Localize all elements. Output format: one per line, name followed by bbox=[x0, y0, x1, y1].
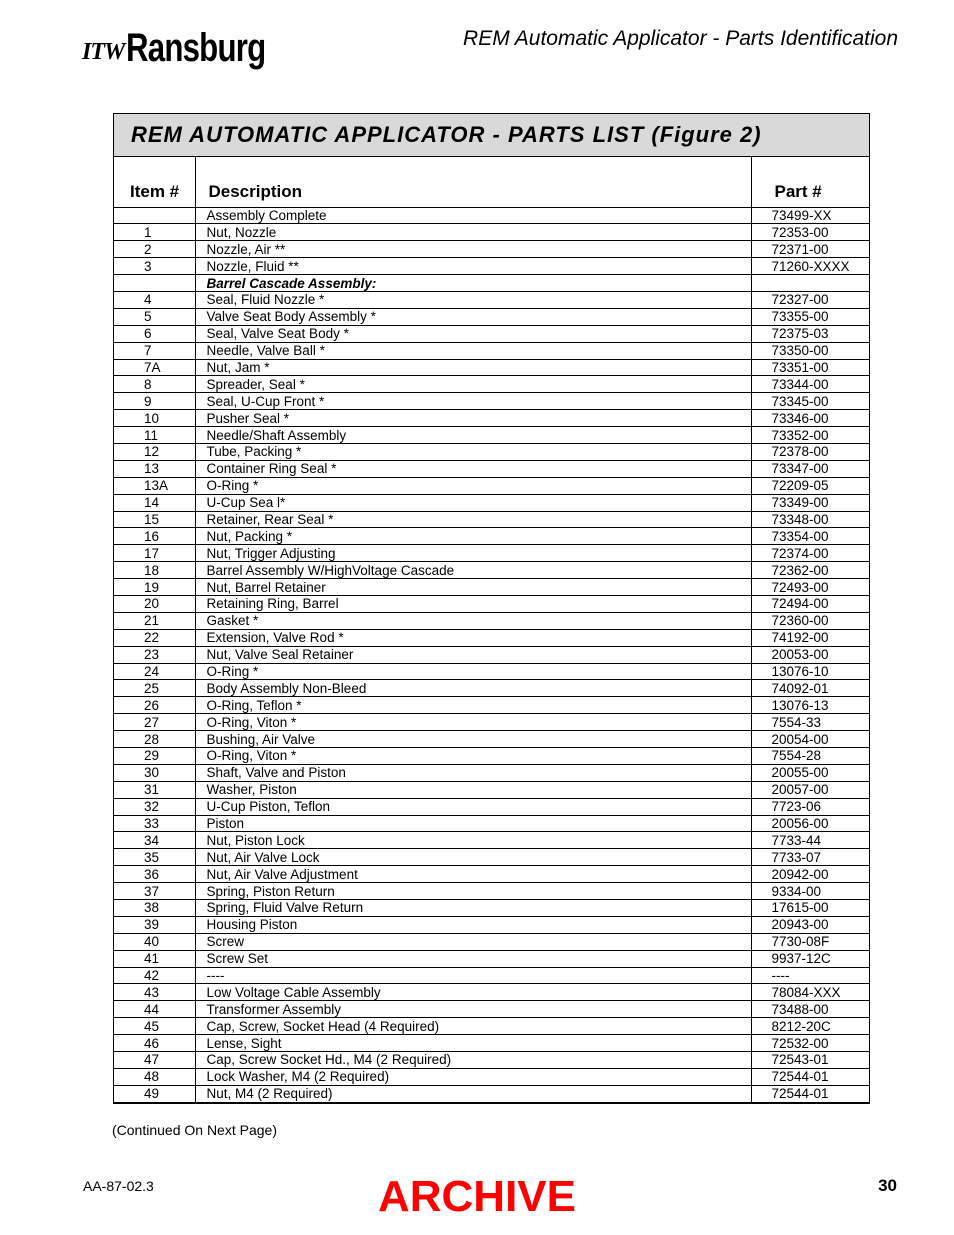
part-number-cell: 73355-00 bbox=[751, 308, 869, 325]
part-number-cell: 73344-00 bbox=[751, 376, 869, 393]
item-cell bbox=[114, 207, 195, 224]
item-cell: 28 bbox=[114, 731, 195, 748]
item-cell: 3 bbox=[114, 258, 195, 275]
description-cell: Nut, Air Valve Adjustment bbox=[195, 866, 751, 883]
table-row bbox=[114, 308, 869, 325]
part-number-cell: 20943-00 bbox=[751, 916, 869, 933]
table-row bbox=[114, 815, 869, 832]
description-cell: O-Ring, Viton * bbox=[195, 714, 751, 731]
item-cell: 33 bbox=[114, 815, 195, 832]
table-row bbox=[114, 477, 869, 494]
table-row bbox=[114, 798, 869, 815]
description-cell: Nozzle, Air ** bbox=[195, 241, 751, 258]
item-cell: 21 bbox=[114, 612, 195, 629]
part-number-cell: 74092-01 bbox=[751, 680, 869, 697]
description-cell: O-Ring, Teflon * bbox=[195, 697, 751, 714]
item-cell: 44 bbox=[114, 1001, 195, 1018]
table-row bbox=[114, 663, 869, 680]
table-row bbox=[114, 376, 869, 393]
part-number-cell: 72494-00 bbox=[751, 595, 869, 612]
description-cell: Nut, Barrel Retainer bbox=[195, 579, 751, 596]
part-number-cell: 72353-00 bbox=[751, 224, 869, 241]
table-row bbox=[114, 849, 869, 866]
item-cell: 19 bbox=[114, 579, 195, 596]
table-row bbox=[114, 764, 869, 781]
part-number-cell: 13076-10 bbox=[751, 663, 869, 680]
item-cell: 43 bbox=[114, 984, 195, 1001]
item-cell: 8 bbox=[114, 376, 195, 393]
part-number-cell: 7723-06 bbox=[751, 798, 869, 815]
item-cell: 30 bbox=[114, 764, 195, 781]
item-cell: 35 bbox=[114, 849, 195, 866]
description-cell: ---- bbox=[195, 967, 751, 984]
description-cell: Extension, Valve Rod * bbox=[195, 629, 751, 646]
item-cell: 7A bbox=[114, 359, 195, 376]
part-number-cell: 72360-00 bbox=[751, 612, 869, 629]
table-row bbox=[114, 612, 869, 629]
description-cell: Seal, Fluid Nozzle * bbox=[195, 291, 751, 308]
table-row bbox=[114, 393, 869, 410]
item-cell: 9 bbox=[114, 393, 195, 410]
item-cell: 20 bbox=[114, 595, 195, 612]
table-row bbox=[114, 883, 869, 900]
part-number-cell: ---- bbox=[751, 967, 869, 984]
description-cell: Needle, Valve Ball * bbox=[195, 342, 751, 359]
part-number-cell: 73345-00 bbox=[751, 393, 869, 410]
table-row bbox=[114, 359, 869, 376]
description-cell: Container Ring Seal * bbox=[195, 460, 751, 477]
part-number-cell: 20055-00 bbox=[751, 764, 869, 781]
item-cell: 23 bbox=[114, 646, 195, 663]
part-number-cell: 71260-XXXX bbox=[751, 258, 869, 275]
part-number-cell: 73346-00 bbox=[751, 410, 869, 427]
part-number-cell: 20053-00 bbox=[751, 646, 869, 663]
part-number-cell: 9937-12C bbox=[751, 950, 869, 967]
item-cell: 46 bbox=[114, 1035, 195, 1052]
description-cell: Nut, Trigger Adjusting bbox=[195, 545, 751, 562]
part-number-cell: 73347-00 bbox=[751, 460, 869, 477]
description-cell: Seal, U-Cup Front * bbox=[195, 393, 751, 410]
item-cell: 4 bbox=[114, 291, 195, 308]
description-cell: U-Cup Sea l* bbox=[195, 494, 751, 511]
description-cell: Piston bbox=[195, 815, 751, 832]
description-cell: Cap, Screw Socket Hd., M4 (2 Required) bbox=[195, 1052, 751, 1069]
part-number-cell: 73349-00 bbox=[751, 494, 869, 511]
table-row bbox=[114, 1018, 869, 1035]
table-row bbox=[114, 291, 869, 308]
description-cell: Retaining Ring, Barrel bbox=[195, 595, 751, 612]
description-cell: Housing Piston bbox=[195, 916, 751, 933]
table-row bbox=[114, 460, 869, 477]
description-cell: Assembly Complete bbox=[195, 207, 751, 224]
table-row bbox=[114, 900, 869, 917]
part-number-cell: 7733-44 bbox=[751, 832, 869, 849]
item-cell: 5 bbox=[114, 308, 195, 325]
item-cell: 17 bbox=[114, 545, 195, 562]
table-row bbox=[114, 562, 869, 579]
table-row bbox=[114, 258, 869, 275]
description-cell: Nut, Nozzle bbox=[195, 224, 751, 241]
description-cell: Shaft, Valve and Piston bbox=[195, 764, 751, 781]
part-number-cell: 20057-00 bbox=[751, 781, 869, 798]
table-row bbox=[114, 275, 869, 292]
item-cell: 15 bbox=[114, 511, 195, 528]
part-number-cell: 74192-00 bbox=[751, 629, 869, 646]
item-cell: 47 bbox=[114, 1052, 195, 1069]
part-number-cell: 9334-00 bbox=[751, 883, 869, 900]
table-row bbox=[114, 241, 869, 258]
table-row bbox=[114, 410, 869, 427]
description-cell: Screw bbox=[195, 933, 751, 950]
parts-list-table bbox=[114, 157, 869, 1103]
description-cell: O-Ring, Viton * bbox=[195, 748, 751, 765]
table-row bbox=[114, 595, 869, 612]
description-cell: Retainer, Rear Seal * bbox=[195, 511, 751, 528]
item-cell: 49 bbox=[114, 1085, 195, 1102]
table-title: REM AUTOMATIC APPLICATOR - PARTS LIST (Figure 2) bbox=[114, 114, 869, 157]
description-cell: Body Assembly Non-Bleed bbox=[195, 680, 751, 697]
part-number-cell: 73348-00 bbox=[751, 511, 869, 528]
item-cell: 42 bbox=[114, 967, 195, 984]
part-number-cell: 78084-XXX bbox=[751, 984, 869, 1001]
item-cell: 18 bbox=[114, 562, 195, 579]
table-row bbox=[114, 731, 869, 748]
description-cell: Nut, Packing * bbox=[195, 528, 751, 545]
description-cell: Bushing, Air Valve bbox=[195, 731, 751, 748]
table-row bbox=[114, 629, 869, 646]
item-cell: 45 bbox=[114, 1018, 195, 1035]
part-number-cell bbox=[751, 275, 869, 292]
table-row bbox=[114, 1001, 869, 1018]
table-row bbox=[114, 933, 869, 950]
item-cell: 1 bbox=[114, 224, 195, 241]
item-cell: 36 bbox=[114, 866, 195, 883]
part-number-cell: 13076-13 bbox=[751, 697, 869, 714]
description-cell: Nut, Jam * bbox=[195, 359, 751, 376]
table-row bbox=[114, 832, 869, 849]
item-cell: 12 bbox=[114, 443, 195, 460]
item-cell: 48 bbox=[114, 1068, 195, 1085]
page-header-title: REM Automatic Applicator - Parts Identification bbox=[463, 27, 898, 50]
column-header-item: Item # bbox=[114, 157, 195, 207]
part-number-cell: 72543-01 bbox=[751, 1052, 869, 1069]
table-row bbox=[114, 748, 869, 765]
part-number-cell: 72378-00 bbox=[751, 443, 869, 460]
description-cell: Nut, Valve Seal Retainer bbox=[195, 646, 751, 663]
description-cell: Pusher Seal * bbox=[195, 410, 751, 427]
item-cell: 6 bbox=[114, 325, 195, 342]
table-row bbox=[114, 528, 869, 545]
column-header-part: Part # bbox=[751, 157, 869, 207]
part-number-cell: 73354-00 bbox=[751, 528, 869, 545]
description-cell: Lense, Sight bbox=[195, 1035, 751, 1052]
table-row bbox=[114, 511, 869, 528]
item-cell: 14 bbox=[114, 494, 195, 511]
table-row bbox=[114, 1052, 869, 1069]
description-cell: Spreader, Seal * bbox=[195, 376, 751, 393]
description-cell: Spring, Fluid Valve Return bbox=[195, 900, 751, 917]
description-cell: Transformer Assembly bbox=[195, 1001, 751, 1018]
table-row bbox=[114, 207, 869, 224]
table-row bbox=[114, 443, 869, 460]
description-cell: Nut, M4 (2 Required) bbox=[195, 1085, 751, 1102]
logo-prefix: ITW bbox=[82, 39, 125, 65]
part-number-cell: 8212-20C bbox=[751, 1018, 869, 1035]
item-cell: 27 bbox=[114, 714, 195, 731]
table-row bbox=[114, 697, 869, 714]
table-row bbox=[114, 579, 869, 596]
parts-list-table-box bbox=[113, 113, 870, 1104]
item-cell: 25 bbox=[114, 680, 195, 697]
part-number-cell: 7554-33 bbox=[751, 714, 869, 731]
item-cell: 13A bbox=[114, 477, 195, 494]
part-number-cell: 72544-01 bbox=[751, 1085, 869, 1102]
description-cell: Screw Set bbox=[195, 950, 751, 967]
item-cell: 40 bbox=[114, 933, 195, 950]
table-row bbox=[114, 680, 869, 697]
part-number-cell: 72493-00 bbox=[751, 579, 869, 596]
part-number-cell: 72327-00 bbox=[751, 291, 869, 308]
part-number-cell: 20942-00 bbox=[751, 866, 869, 883]
description-cell: Spring, Piston Return bbox=[195, 883, 751, 900]
description-cell: Lock Washer, M4 (2 Required) bbox=[195, 1068, 751, 1085]
part-number-cell: 72375-03 bbox=[751, 325, 869, 342]
part-number-cell: 72371-00 bbox=[751, 241, 869, 258]
item-cell: 34 bbox=[114, 832, 195, 849]
item-cell: 26 bbox=[114, 697, 195, 714]
item-cell: 2 bbox=[114, 241, 195, 258]
description-cell: Tube, Packing * bbox=[195, 443, 751, 460]
part-number-cell: 72362-00 bbox=[751, 562, 869, 579]
description-cell: U-Cup Piston, Teflon bbox=[195, 798, 751, 815]
archive-stamp: ARCHIVE bbox=[377, 1172, 577, 1221]
document-number: AA-87-02.3 bbox=[83, 1178, 154, 1194]
item-cell: 41 bbox=[114, 950, 195, 967]
description-cell: Gasket * bbox=[195, 612, 751, 629]
table-body bbox=[114, 207, 869, 1102]
item-cell: 11 bbox=[114, 427, 195, 444]
page-number: 30 bbox=[878, 1176, 897, 1195]
table-row bbox=[114, 1085, 869, 1102]
column-header-description: Description bbox=[195, 157, 751, 207]
logo-brand: Ransburg bbox=[126, 26, 266, 70]
table-row bbox=[114, 1035, 869, 1052]
table-row bbox=[114, 916, 869, 933]
part-number-cell: 72532-00 bbox=[751, 1035, 869, 1052]
part-number-cell: 72209-05 bbox=[751, 477, 869, 494]
item-cell: 7 bbox=[114, 342, 195, 359]
part-number-cell: 73352-00 bbox=[751, 427, 869, 444]
item-cell: 22 bbox=[114, 629, 195, 646]
description-cell: Seal, Valve Seat Body * bbox=[195, 325, 751, 342]
part-number-cell: 73350-00 bbox=[751, 342, 869, 359]
part-number-cell: 7730-08F bbox=[751, 933, 869, 950]
item-cell: 39 bbox=[114, 916, 195, 933]
part-number-cell: 73499-XX bbox=[751, 207, 869, 224]
part-number-cell: 72374-00 bbox=[751, 545, 869, 562]
table-row bbox=[114, 224, 869, 241]
part-number-cell: 17615-00 bbox=[751, 900, 869, 917]
description-cell: Low Voltage Cable Assembly bbox=[195, 984, 751, 1001]
item-cell: 29 bbox=[114, 748, 195, 765]
description-cell: O-Ring * bbox=[195, 663, 751, 680]
part-number-cell: 20056-00 bbox=[751, 815, 869, 832]
description-cell: O-Ring * bbox=[195, 477, 751, 494]
part-number-cell: 7733-07 bbox=[751, 849, 869, 866]
table-row bbox=[114, 494, 869, 511]
table-row bbox=[114, 325, 869, 342]
table-header-row bbox=[114, 157, 869, 207]
description-cell: Barrel Cascade Assembly: bbox=[195, 275, 751, 292]
table-row bbox=[114, 967, 869, 984]
table-row bbox=[114, 342, 869, 359]
itw-ransburg-logo bbox=[82, 20, 305, 68]
table-row bbox=[114, 984, 869, 1001]
description-cell: Washer, Piston bbox=[195, 781, 751, 798]
table-row bbox=[114, 545, 869, 562]
item-cell: 38 bbox=[114, 900, 195, 917]
part-number-cell: 72544-01 bbox=[751, 1068, 869, 1085]
part-number-cell: 20054-00 bbox=[751, 731, 869, 748]
item-cell: 16 bbox=[114, 528, 195, 545]
table-row bbox=[114, 714, 869, 731]
item-cell: 13 bbox=[114, 460, 195, 477]
item-cell: 24 bbox=[114, 663, 195, 680]
part-number-cell: 73488-00 bbox=[751, 1001, 869, 1018]
item-cell: 32 bbox=[114, 798, 195, 815]
table-row bbox=[114, 427, 869, 444]
table-row bbox=[114, 950, 869, 967]
table-row bbox=[114, 1068, 869, 1085]
item-cell: 37 bbox=[114, 883, 195, 900]
item-cell: 31 bbox=[114, 781, 195, 798]
description-cell: Barrel Assembly W/HighVoltage Cascade bbox=[195, 562, 751, 579]
description-cell: Needle/Shaft Assembly bbox=[195, 427, 751, 444]
description-cell: Nozzle, Fluid ** bbox=[195, 258, 751, 275]
item-cell: 10 bbox=[114, 410, 195, 427]
item-cell bbox=[114, 275, 195, 292]
table-row bbox=[114, 781, 869, 798]
part-number-cell: 73351-00 bbox=[751, 359, 869, 376]
table-row bbox=[114, 646, 869, 663]
continued-note: (Continued On Next Page) bbox=[112, 1122, 277, 1138]
description-cell: Nut, Piston Lock bbox=[195, 832, 751, 849]
description-cell: Cap, Screw, Socket Head (4 Required) bbox=[195, 1018, 751, 1035]
description-cell: Nut, Air Valve Lock bbox=[195, 849, 751, 866]
description-cell: Valve Seat Body Assembly * bbox=[195, 308, 751, 325]
part-number-cell: 7554-28 bbox=[751, 748, 869, 765]
table-row bbox=[114, 866, 869, 883]
